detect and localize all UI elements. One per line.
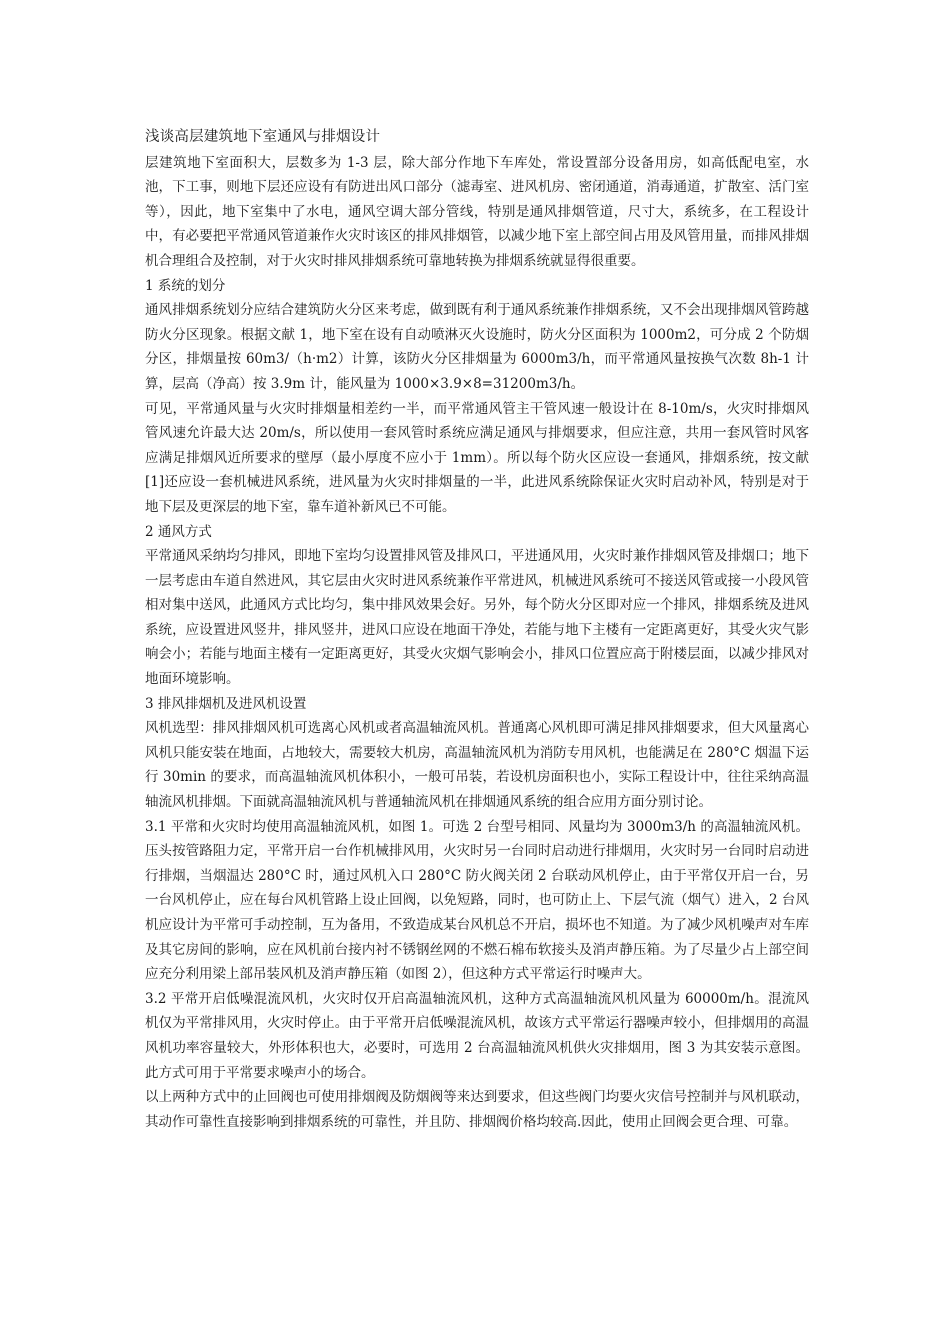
paragraph-fan-selection: 风机选型：排风排烟风机可选离心风机或者高温轴流风机。普通离心风机即可满足排风排烟要求，但大风量离心风机只能安装在地面，占地较大，需要较大机房，高温轴流风机为消防专用风机，也能满足在 280°C 烟温下运行 30min 的要求，而高温轴流风机体积小，一般可吊装，若设机房面积也小，实际工程设计中，往往采纳高温轴流风机排烟。下面就高温轴流风机与普通轴流风机在排烟通风系统的组合应用方面分别讨论。 [145,720,809,811]
paragraph-section-3-2: 3.2 平常开启低噪混流风机，火灾时仅开启高温轴流风机，这种方式高温轴流风机风量为 60000m/h。混流风机仅为平常排风用，火灾时停止。由于平常开启低噪混流风机，故该方式平常运行器噪声较小，但排烟用的高温风机功率容量较大，外形体积也大，必要时，可选用 2 台高温轴流风机供火灾排烟用，图 3 为其安装示意图。此方式可用于平常要求噪声小的场合。 [145,990,809,1081]
paragraph-conclusion: 以上两种方式中的止回阀也可使用排烟阀及防烟阀等来达到要求，但这些阀门均要火灾信号控制并与风机联动，其动作可靠性直接影响到排烟系统的可靠性，并且防、排烟阀价格均较高.因此，使用止回阀会更合理、可靠。 [145,1089,809,1130]
paragraph-airflow-comparison: 可见，平常通风量与火灾时排烟量相差约一半，而平常通风管主干管风速一般设计在 8-10m/s，火灾时排烟风管风速允许最大达 20m/s，所以使用一套风管时系统应满足通风与排烟要求，但应注意，共用一套风管时风客应满足排烟风近所要求的壁厚（最小厚度不应小于 1mm）。所以每个防火区应设一套通风，排烟系统，按文献[1]还应设一套机械进风系统，进风量为火灾时排烟量的一半，此进风系统除保证火灾时启动补风，特别是对于地下层及更深层的地下室，靠车道补新风已不可能。 [145,400,809,515]
section-heading-3: 3 排风排烟机及进风机设置 [145,695,307,712]
paragraph-ventilation-mode: 平常通风采纳均匀排风，即地下室均匀设置排风管及排风口，平进通风用，火灾时兼作排烟风管及排烟口；地下一层考虑由车道自然进风，其它层由火灾时进风系统兼作平常进风，机械进风系统可不接送风管或接一小段风管相对集中送风，此通风方式比均匀，集中排风效果会好。另外，每个防火分区即对应一个排风，排烟系统及进风系统，应设置进风竖井，排风竖井，进风口应设在地面干净处，若能与地下主楼有一定距离更好，其受火灾气影响会小；若能与地面主楼有一定距离更好，其受火灾烟气影响会小，排风口位置应高于附楼层面，以减少排风对地面环境影响。 [145,548,809,688]
paragraph-system-division: 通风排烟系统划分应结合建筑防火分区来考虑，做到既有利于通风系统兼作排烟系统，又不会出现排烟风管跨越防火分区现象。根据文献 1，地下室在设有自动喷淋灭火设施时，防火分区面积为 1000m2，可分成 2 个防烟分区，排烟量按 60m3/（h·m2）计算，该防火分区排烟量为 6000m3/h，而平常通风量按换气次数 8h-1 计算，层高（净高）按 3.9m 计，能风量为 1000×3.9×8=31200m3/h。 [145,302,809,392]
paragraph-section-3-1: 3.1 平常和火灾时均使用高温轴流风机，如图 1。可选 2 台型号相同、风量均为 3000m3/h 的高温轴流风机。压头按管路阻力定，平常开启一台作机械排风用，火灾时另一台同时启动进行排烟用，火灾时另一台同时启动进行排烟，当烟温达 280°C 时，通过风机入口 280°C 防火阀关闭 2 台联动风机停止，由于平常仅开启一台，另一台风机停止，应在每台风机管路上设止回阀，以免短路，同时，也可防止上、下层气流（烟气）进入，2 台风机应设计为平常可手动控制，互为备用，不致造成某台风机总不开启，损坏也不知道。为了减少风机噪声对车库及其它房间的影响，应在风机前台接内衬不锈钢丝网的不燃石棉布软接头及消声静压箱。为了尽量少占上部空间应充分利用梁上部吊装风机及消声静压箱（如图 2），但这种方式平常运行时噪声大。 [145,818,809,983]
section-heading-1: 1 系统的划分 [145,277,226,294]
section-heading-2: 2 通风方式 [145,523,212,540]
paragraph-intro: 层建筑地下室面积大，层数多为 1-3 层，除大部分作地下车库处，常设置部分设备用房，如高低配电室，水池，下工事，则地下层还应设有有防进出风口部分（滤毒室、进风机房、密闭通道，消毒通道，扩散室、活门室等），因此，地下室集中了水电，通风空调大部分管线，特别是通风排烟管道，尺寸大，系统多，在工程设计中，有必要把平常通风管道兼作火灾时该区的排风排烟管，以减少地下室上部空间占用及风管用量，而排风排烟机合理组合及控制，对于火灾时排风排烟系统可靠地转换为排烟系统就显得很重要。 [145,154,809,269]
document-title: 浅谈高层建筑地下室通风与排烟设计 [145,129,381,145]
document-body [145,125,809,1134]
